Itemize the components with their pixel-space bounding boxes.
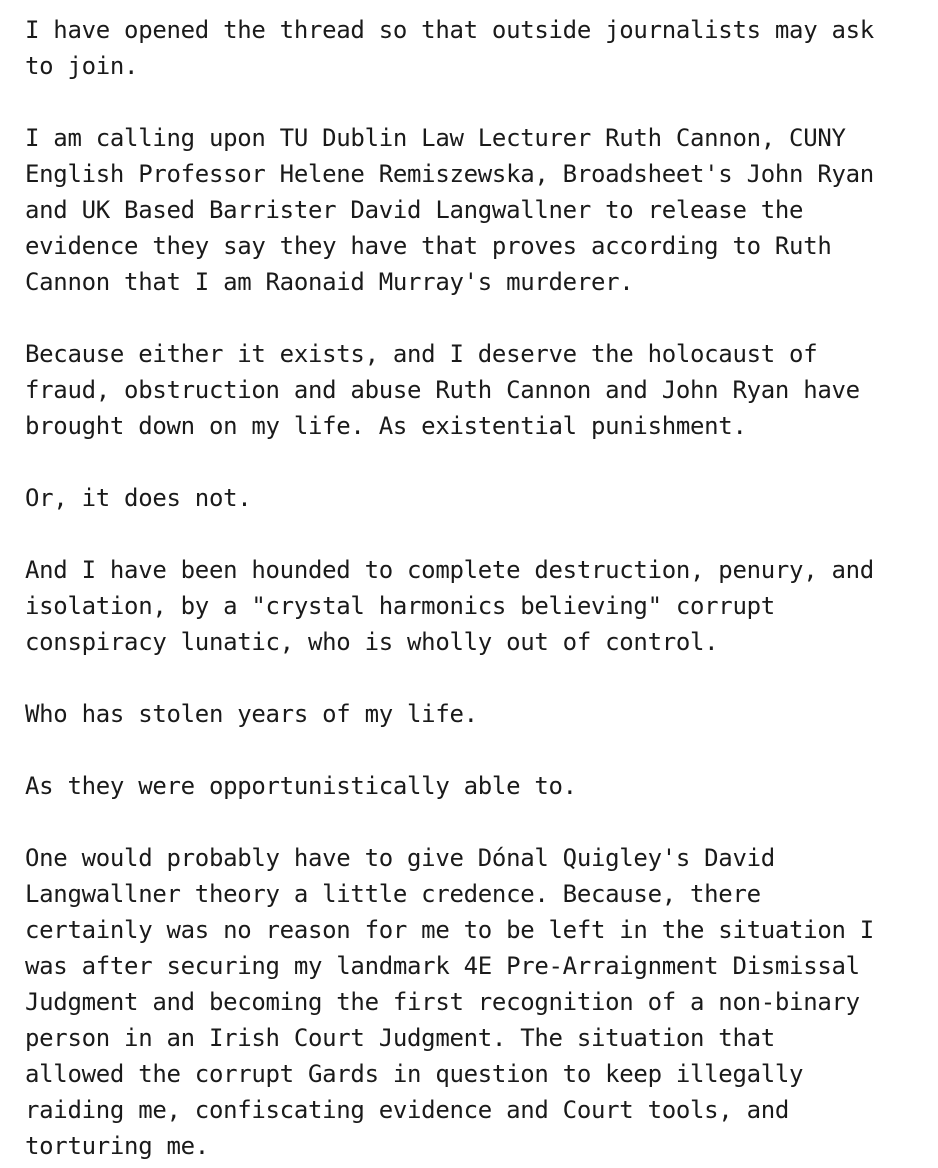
paragraph-langwallner-theory: One would probably have to give Dónal Quigley's David Langwallner theory a little credence. Because, there certainly was no reason for me to be left in the situation I was after securing my landmark 4E Pre-Arraignment Dismissal Judgment and becoming the first recognition of a non-binary person in an Irish Court Judgment. The situation that allowed the corrupt Gards in question to keep illegally raiding me, confiscating evidence and Court tools, and torturing me.: [25, 844, 874, 1160]
paragraph-thread-opened: I have opened the thread so that outside journalists may ask to join.: [25, 16, 874, 80]
paragraph-or-it-does-not: Or, it does not.: [25, 484, 252, 512]
paragraph-stolen-years: Who has stolen years of my life.: [25, 700, 478, 728]
document-body: [25, 12, 925, 1164]
paragraph-calling-upon: I am calling upon TU Dublin Law Lecturer Ruth Cannon, CUNY English Professor Helene Remiszewska, Broadsheet's John Ryan and UK Based Barrister David Langwallner to release the evidence they say they have that proves according to Ruth Cannon that I am Raonaid Murray's murderer.: [25, 124, 874, 296]
paragraph-hounded: And I have been hounded to complete destruction, penury, and isolation, by a "crystal harmonics believing" corrupt conspiracy lunatic, who is wholly out of control.: [25, 556, 874, 656]
paragraph-opportunistically: As they were opportunistically able to.: [25, 772, 577, 800]
paragraph-either-it-exists: Because either it exists, and I deserve the holocaust of fraud, obstruction and abuse Ruth Cannon and John Ryan have brought down on my life. As existential punishment.: [25, 340, 860, 440]
